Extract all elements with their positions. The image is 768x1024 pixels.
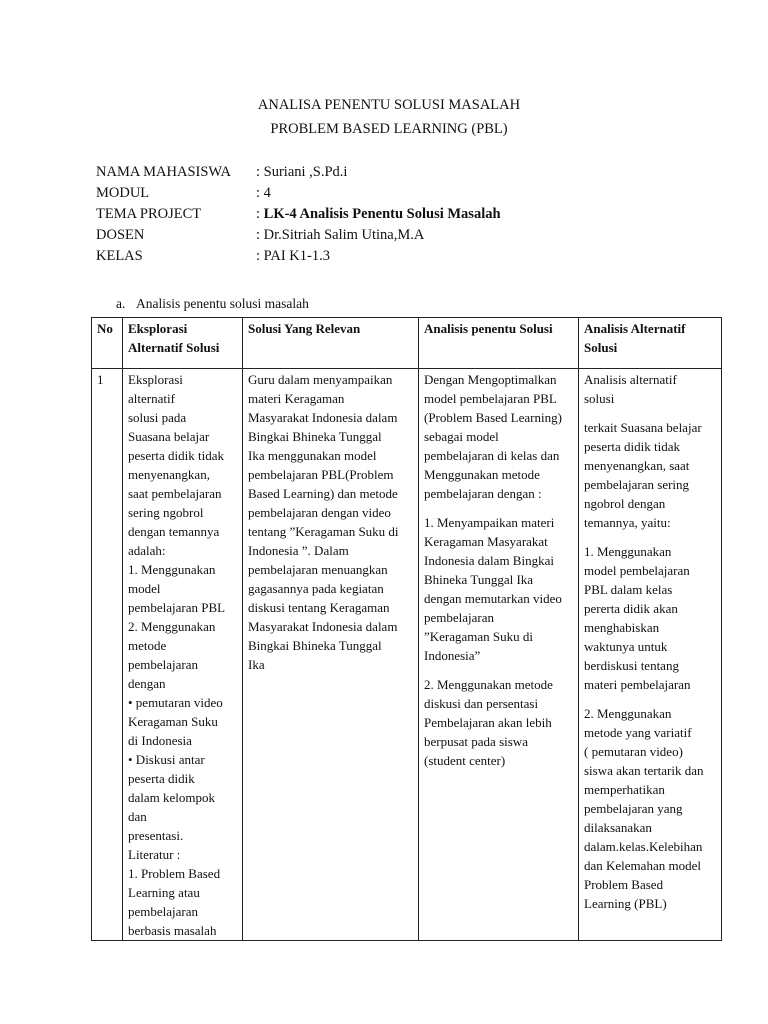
info-label: NAMA MAHASISWA [96,164,231,180]
document-title: ANALISA PENENTU SOLUSI MASALAH [257,97,521,113]
cell-text: Eksplorasi alternatif solusi pada Suasana belajar peserta didik tidak menyenangkan, saat pembelajaran sering ngobrol dengan temannya adalah: 1. Menggunakan model pembelajaran PBL 2. Menggunakan metode pembelajaran dengan • pemutaran video Keragaman Suku di Indonesia • Diskusi antar peserta didik dalam kelompok dan presentasi. Literatur : 1. Problem Based Learning atau pembelajaran berbasis masalah [128,372,226,938]
info-row-tema [96,204,501,225]
cell-text: Guru dalam menyampaikan materi Keragaman Masyarakat Indonesia dalam Bingkai Bhineka Tunggal Ika menggunakan model pembelajaran PBL(Problem Based Learning) dan metode pembelajaran dengan video tentang ”Keragaman Suku di Indonesia ”. Dalam pembelajaran menuangkan gagasannya pada kegiatan diskusi tentang Keragaman Masyarakat Indonesia dalam Bingkai Bhineka Tunggal Ika [248,372,399,672]
cell-paragraph: 2. Menggunakan metode yang variatif ( pemutaran video) siswa akan tertarik dan memperhatikan pembelajaran yang dilaksanakan dalam.kelas.Kelebihan dan Kelemahan model Problem Based Learning (PBL) [584,706,704,911]
info-value: : 4 [256,185,271,201]
cell-paragraph: 1. Menyampaikan materi Keragaman Masyarakat Indonesia dalam Bingkai Bhineka Tunggal Ika dengan memutarkan video pembelajaran ”Keragaman Suku di Indonesia” [424,515,562,663]
info-value: : Suriani ,S.Pd.i [256,164,348,180]
cell-penentu [419,369,579,941]
cell-no: 1 [92,369,123,941]
cell-paragraph: Analisis alternatif solusi [584,372,677,406]
info-value: : Dr.Sitriah Salim Utina,M.A [256,227,425,243]
cell-eksplorasi [123,369,243,941]
cell-paragraph: 2. Menggunakan metode diskusi dan persentasi Pembelajaran akan lebih berpusat pada siswa (student center) [424,677,553,768]
info-value: : PAI K1-1.3 [256,248,330,264]
info-row-dosen [96,225,501,246]
section-text: Analisis penentu solusi masalah [136,296,309,311]
header-solusi: Solusi Yang Relevan [243,318,419,369]
cell-alternatif [579,369,722,941]
section-heading [116,296,309,312]
header-penentu: Analisis penentu Solusi [419,318,579,369]
table-header-row [92,318,722,369]
table-row [92,369,722,941]
cell-solusi [243,369,419,941]
header-eksplorasi: Eksplorasi Alternatif Solusi [123,318,243,369]
cell-paragraph: Dengan Mengoptimalkan model pembelajaran PBL (Problem Based Learning) sebagai model pembelajaran di kelas dan Menggunakan metode pembelajaran dengan : [424,372,562,501]
info-label: MODUL [96,185,150,201]
student-info [96,162,501,267]
info-label: DOSEN [96,227,145,243]
info-row-kelas [96,246,501,267]
cell-paragraph: terkait Suasana belajar peserta didik tidak menyenangkan, saat pembelajaran sering ngobrol dengan temannya, yaitu: [584,420,702,530]
info-value-prefix: : [256,206,264,222]
info-label: KELAS [96,248,143,264]
info-row-nama [96,162,501,183]
section-marker: a. [116,296,126,311]
header-alternatif: Analisis Alternatif Solusi [579,318,722,369]
header-no: No [92,318,123,369]
document-subtitle: PROBLEM BASED LEARNING (PBL) [270,121,508,137]
info-label: TEMA PROJECT [96,206,202,222]
info-value: LK-4 Analisis Penentu Solusi Masalah [263,206,501,222]
cell-paragraph: 1. Menggunakan model pembelajaran PBL dalam kelas pererta didik akan menghabiskan waktunya untuk berdiskusi tentang materi pembelajaran [584,544,691,692]
info-row-modul [96,183,501,204]
analysis-table [91,317,722,941]
